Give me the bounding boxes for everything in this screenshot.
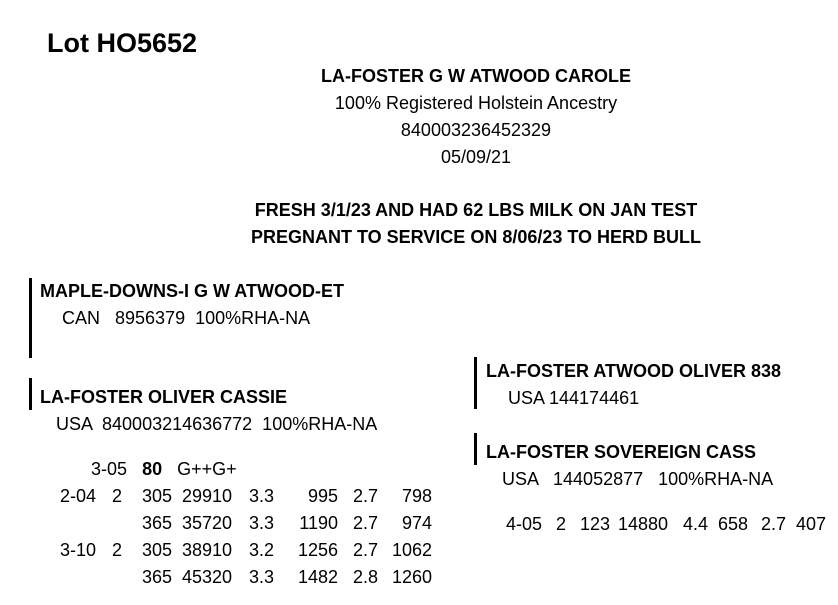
dam-dam-registration: USA 144052877 100%RHA-NA [502,469,774,489]
class-age: 3-05 [91,459,128,479]
animal-id: 840003236452329 [400,120,552,140]
record-row: 3-10 2 305 38910 3.2 1256 2.7 1062 [60,540,433,560]
dam-sire-line [474,357,477,409]
dam-dam-record: 4-05 2 123 14880 4.4 658 2.7 407 [506,514,827,534]
animal-ancestry: 100% Registered Holstein Ancestry [334,93,618,113]
fresh-note: FRESH 3/1/23 AND HAD 62 LBS MILK ON JAN TEST [254,200,698,220]
animal-name: LA-FOSTER G W ATWOOD CAROLE [321,66,631,86]
dam-sire-registration: USA 144174461 [508,388,640,408]
dam-dam-name: LA-FOSTER SOVEREIGN CASS [486,442,757,462]
sire-line [29,278,32,358]
lot-number: Lot HO5652 [47,28,198,58]
dam-sire-name: LA-FOSTER ATWOOD OLIVER 838 [486,361,782,381]
dam-dam-line [474,433,477,465]
dam-line [29,378,32,410]
dam-name: LA-FOSTER OLIVER CASSIE [40,387,288,407]
record-row: 365 45320 3.3 1482 2.8 1260 [141,567,433,587]
pregnancy-note: PREGNANT TO SERVICE ON 8/06/23 TO HERD BULL [250,227,702,247]
record-row: 365 35720 3.3 1190 2.7 974 [141,513,433,533]
class-grade: G++G+ [177,459,237,479]
record-row: 2-04 2 305 29910 3.3 995 2.7 798 [60,486,433,506]
sire-name: MAPLE-DOWNS-I G W ATWOOD-ET [40,281,344,301]
dam-registration: USA 840003214636772 100%RHA-NA [56,414,378,434]
animal-dob: 05/09/21 [440,147,512,167]
class-score: 80 [142,459,163,479]
sire-registration: CAN 8956379 100%RHA-NA [62,308,311,328]
